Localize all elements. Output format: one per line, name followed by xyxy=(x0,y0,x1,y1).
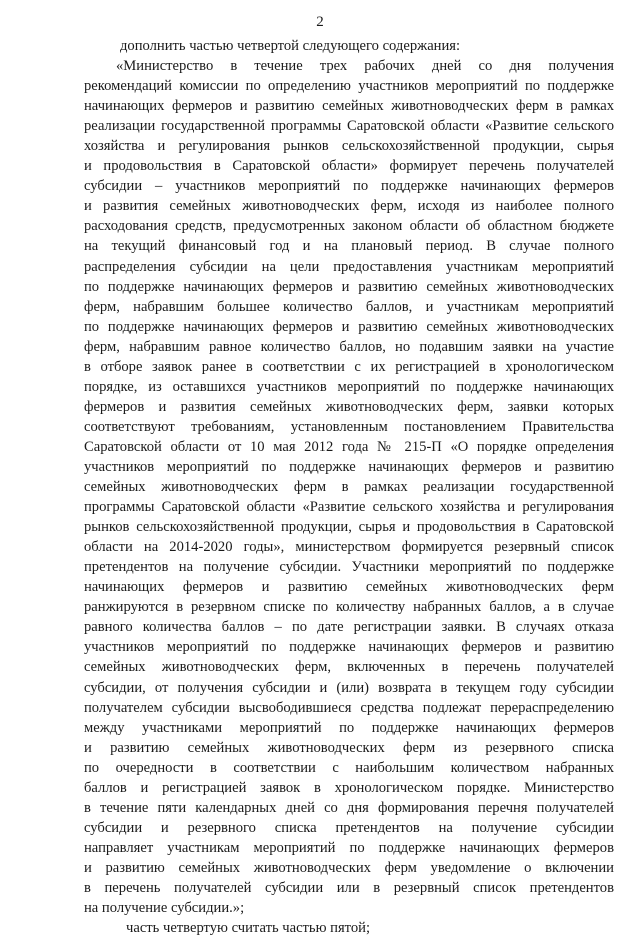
text-line: ранжируются в резервном списке по количеству набранных баллов, а в случае xyxy=(84,599,614,616)
text-line: реализации государственной программы Саратовской области «Развитие сельского xyxy=(84,118,614,135)
text-line: на текущий финансовый год и на плановый период. В случае полного xyxy=(84,238,614,255)
text-line: субсидии – участников мероприятий по поддержке начинающих фермеров xyxy=(84,178,614,195)
document-body xyxy=(84,36,614,938)
text-line: «Министерство в течение трех рабочих дней со дня получения xyxy=(116,58,614,75)
text-line: распределения субсидии на цели предоставления участникам мероприятий xyxy=(84,258,614,275)
text-line: между участниками мероприятий по поддержке начинающих фермеров xyxy=(84,719,614,736)
text-line: субсидии, от получения субсидии и (или) возврата в текущем году субсидии xyxy=(84,679,614,696)
text-line: получателем субсидии высвободившиеся средства подлежат перераспределению xyxy=(84,699,614,716)
text-line: рынков сельскохозяйственной продукции, сырья и продовольствия в Саратовской xyxy=(84,519,614,536)
text-line: в отборе заявок ранее в соответствии с их регистрацией в хронологическом xyxy=(84,358,614,375)
text-line: начинающих фермеров и развитию семейных животноводческих ферм в рамках xyxy=(84,98,614,115)
text-line: расходования средств, предусмотренных законом области об областном бюджете xyxy=(84,218,614,235)
text-line: хозяйства и регулирования рынков сельскохозяйственной продукции, сырья xyxy=(84,138,614,155)
text-line: и развитию семейных животноводческих ферм уведомление о включении xyxy=(84,859,614,876)
text-line: программы Саратовской области «Развитие сельского хозяйства и регулирования xyxy=(84,499,614,516)
text-line: начинающих фермеров и развитию семейных животноводческих ферм xyxy=(84,579,614,596)
text-line: семейных животноводческих ферм в рамках реализации государственной xyxy=(84,479,614,496)
text-line: рекомендаций комиссии по определению участников мероприятий по поддержке xyxy=(84,78,614,95)
text-line: ферм, набравшим равное количество баллов, но подавшим заявки на участие xyxy=(84,338,614,355)
text-line: по очередности в соответствии с наибольшим количеством набранных xyxy=(84,759,614,776)
text-line: семейных животноводческих ферм, включенных в перечень получателей xyxy=(84,659,614,676)
paragraph-amendment-text xyxy=(84,56,614,918)
page-number: 2 xyxy=(316,14,324,30)
text-line: часть четвертую считать частью пятой; xyxy=(126,920,371,937)
text-line: ферм, набравшим большее количество баллов, и участникам мероприятий xyxy=(84,298,614,315)
text-line: по поддержке начинающих фермеров и развитию семейных животноводческих xyxy=(84,318,614,335)
text-line: Саратовской области от 10 мая 2012 года № 215-П «О порядке определения xyxy=(84,438,614,455)
text-line: на получение субсидии.»; xyxy=(84,900,245,917)
text-line: области на 2014-2020 годы», министерством формируется резервный список xyxy=(84,539,614,556)
text-line: равного количества баллов – по дате регистрации заявки. В случаях отказа xyxy=(84,619,614,636)
text-line: баллов и регистрацией заявок в хронологическом порядке. Министерство xyxy=(84,779,614,796)
text-line: и продовольствия в Саратовской области» формирует перечень получателей xyxy=(84,158,614,175)
paragraph-amendment-intro xyxy=(84,36,614,56)
text-line: фермеров и развития семейных животноводческих ферм, заявки которых xyxy=(84,398,614,415)
text-line: участников мероприятий по поддержке начинающих фермеров и развитию xyxy=(84,639,614,656)
text-line: субсидии и резервного списка претендентов на получение субсидии xyxy=(84,819,614,836)
text-line: дополнить частью четвертой следующего содержания: xyxy=(120,38,461,54)
text-line: по поддержке начинающих фермеров и развитию семейных животноводческих xyxy=(84,278,614,295)
text-line: и развития семейных животноводческих ферм, исходя из наиболее полного xyxy=(84,198,614,215)
text-line: участников мероприятий по поддержке начинающих фермеров и развитию xyxy=(84,458,614,475)
text-line: порядке, из оставшихся участников мероприятий по поддержке начинающих xyxy=(84,378,614,395)
text-line: направляет участникам мероприятий по поддержке начинающих фермеров xyxy=(84,839,614,856)
text-line: и развитию семейных животноводческих ферм из резервного списка xyxy=(84,739,614,756)
text-line: соответствуют требованиям, установленным постановлением Правительства xyxy=(84,418,614,435)
text-line: в перечень получателей субсидии или в резервный список претендентов xyxy=(84,879,614,896)
paragraph-renumber-part xyxy=(84,918,614,938)
text-line: в течение пяти календарных дней со дня формирования перечня получателей xyxy=(84,799,614,816)
text-line: претендентов на получение субсидии. Участники мероприятий по поддержке xyxy=(84,559,614,576)
